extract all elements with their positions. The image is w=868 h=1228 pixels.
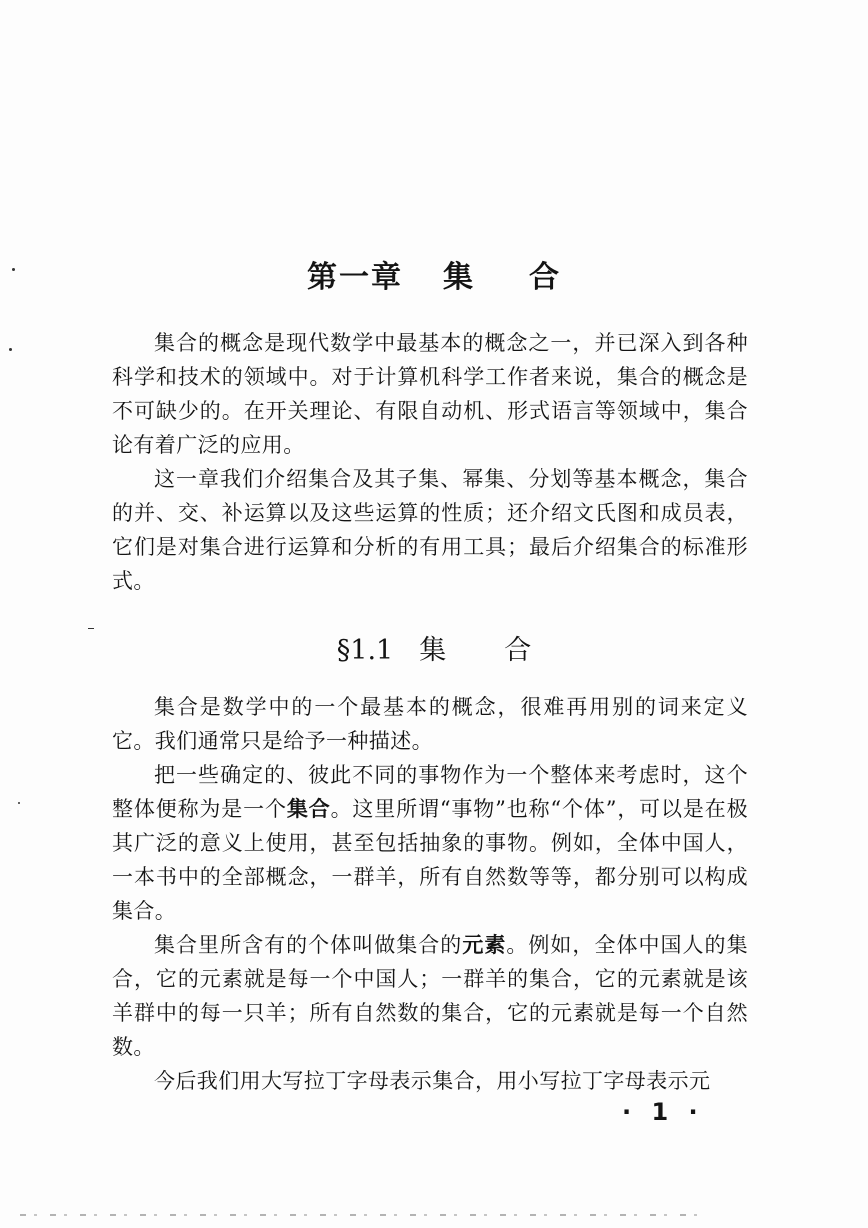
body-paragraph-4: 今后我们用大写拉丁字母表示集合，用小写拉丁字母表示元 <box>154 1069 711 1093</box>
scan-speck <box>18 802 20 804</box>
body-paragraph-3 <box>112 928 748 1064</box>
body-paragraph-3-text-a: 集合里所含有的个体叫做集合的 <box>154 933 463 957</box>
chapter-title-char-1: 集 <box>443 260 475 295</box>
body-paragraph-1: 集合是数学中的一个最基本的概念，很难再用别的词来定义它。我们通常只是给予一种描述。 <box>112 695 748 753</box>
scan-noise-line <box>20 1214 700 1216</box>
section-title-char-1: 集 <box>419 635 447 666</box>
chapter-intro <box>112 326 748 598</box>
scan-speck <box>9 348 12 351</box>
term-element: 元素 <box>462 932 507 957</box>
chapter-title <box>0 252 868 296</box>
section-title <box>0 628 868 667</box>
term-set: 集合 <box>286 796 331 821</box>
intro-paragraph-1: 集合的概念是现代数学中最基本的概念之一，并已深入到各种科学和技术的领域中。对于计算机科学工作者来说，集合的概念是不可缺少的。在开关理论、有限自动机、形式语言等领域中，集合论有着广泛的应用。 <box>112 331 748 457</box>
scan-speck <box>88 628 94 629</box>
body-paragraph-2-text-b: 。这里所谓“事物”也称“个体”，可以是在极其广泛的意义上使用，甚至包括抽象的事物。例如，全体中国人，一本书中的全部概念，一群羊，所有自然数等等，都分别可以构成集合。 <box>112 797 748 923</box>
intro-paragraph-2: 这一章我们介绍集合及其子集、幂集、分划等基本概念，集合的并、交、补运算以及这些运算的性质；还介绍文氏图和成员表，它们是对集合进行运算和分析的有用工具；最后介绍集合的标准形式。 <box>112 467 748 593</box>
section-body <box>112 690 748 1098</box>
section-number: §1.1 <box>336 635 394 666</box>
chapter-number: 第一章 <box>307 260 403 295</box>
section-title-char-2: 合 <box>504 635 532 666</box>
body-paragraph-3-text-b: 。例如，全体中国人的集合，它的元素就是每一个中国人；一群羊的集合，它的元素就是该羊群中的每一只羊；所有自然数的集合，它的元素就是每一个自然数。 <box>112 933 748 1059</box>
body-paragraph-2-text-a: 把一些确定的、彼此不同的事物作为一个整体来考虑时，这个整体便称为是一个 <box>112 763 748 821</box>
scan-speck <box>12 268 15 271</box>
page-number: · 1 · <box>622 1098 704 1126</box>
chapter-title-char-2: 合 <box>529 260 561 295</box>
body-paragraph-2 <box>112 758 748 928</box>
